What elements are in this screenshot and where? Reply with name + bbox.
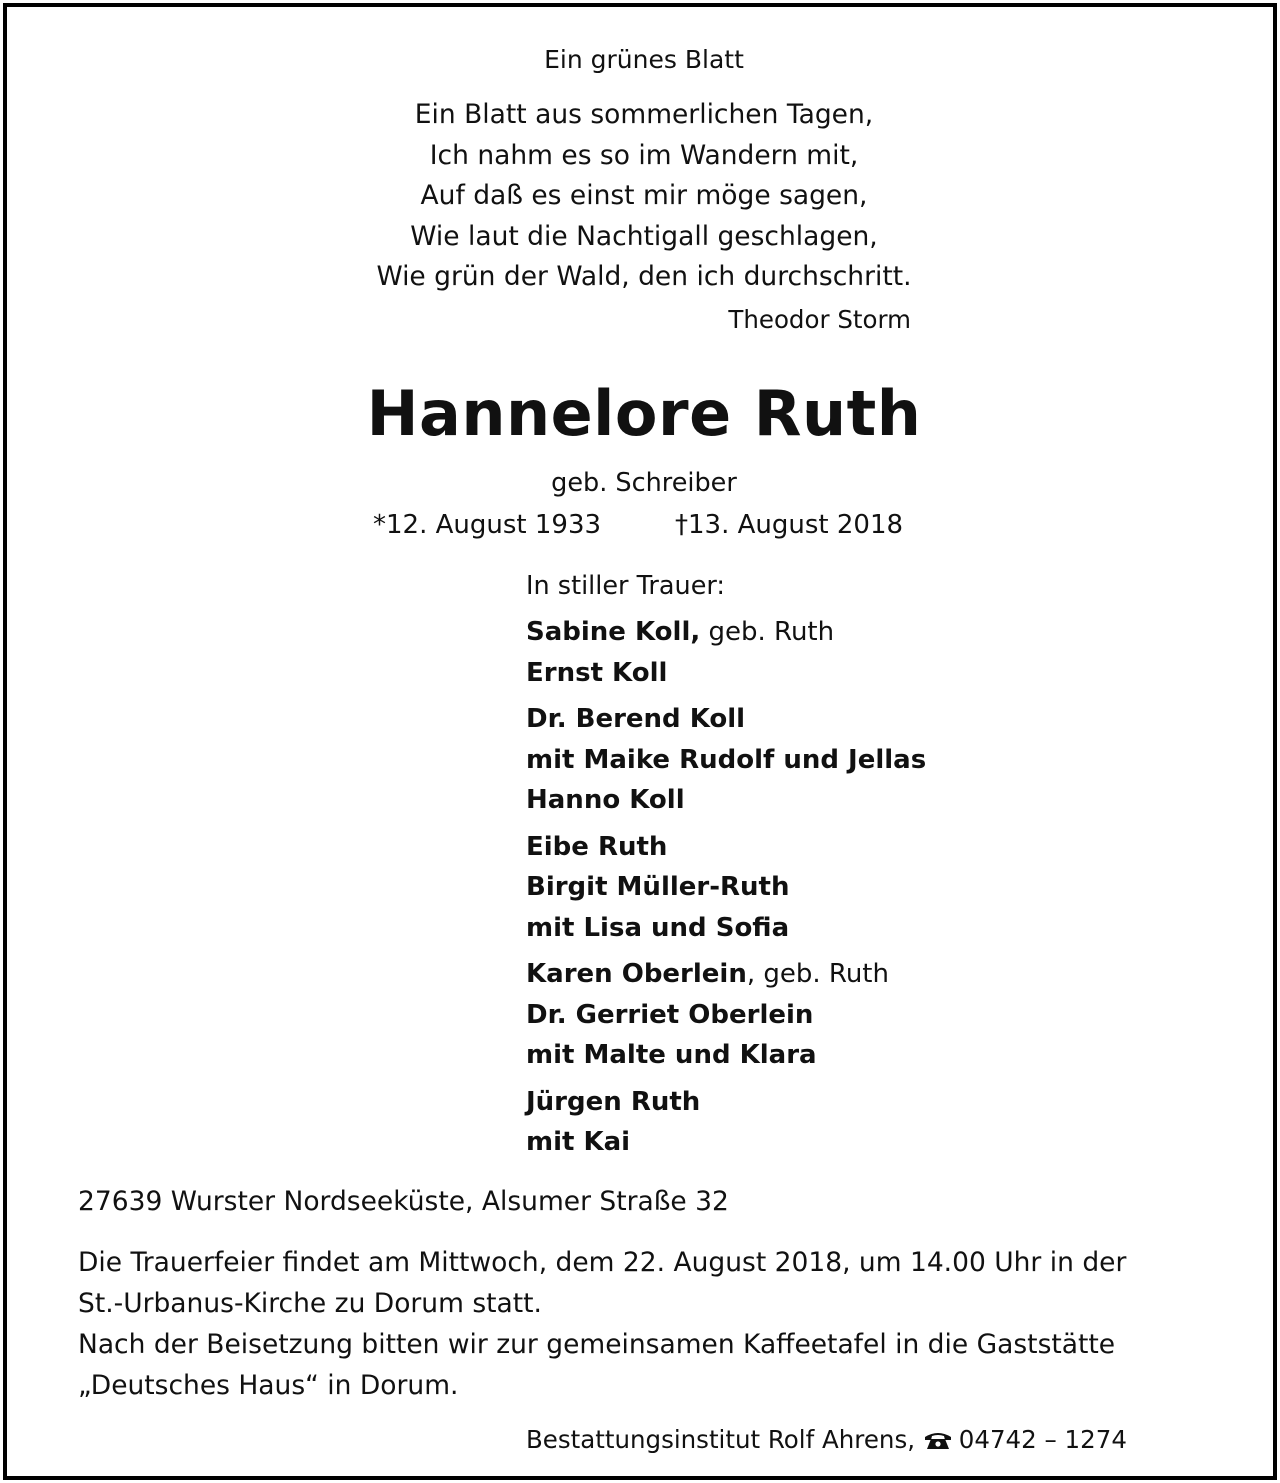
poem-line: Ich nahm es so im Wandern mit, bbox=[429, 139, 859, 171]
death-date: †13. August 2018 bbox=[675, 510, 904, 540]
poem-title: Ein grünes Blatt bbox=[544, 45, 744, 74]
poem-line: Auf daß es einst mir möge sagen, bbox=[420, 180, 868, 211]
maiden-name: geb. Schreiber bbox=[551, 468, 737, 498]
undertaker-line bbox=[526, 1422, 1127, 1458]
mourner-group bbox=[526, 699, 926, 821]
mourner-name: Jürgen Ruth bbox=[526, 1086, 701, 1117]
mourner-note: geb. Ruth bbox=[700, 617, 835, 647]
poem-line: Wie grün der Wald, den ich durchschritt. bbox=[376, 261, 912, 292]
mourner-line bbox=[526, 612, 926, 653]
poem-author: Theodor Storm bbox=[728, 305, 911, 334]
mourner-line bbox=[526, 867, 926, 908]
mourner-group bbox=[526, 954, 926, 1076]
mourner-group bbox=[526, 1082, 926, 1163]
mourner-name: mit Lisa und Sofia bbox=[526, 912, 790, 943]
poem-line: Wie laut die Nachtigall geschlagen, bbox=[410, 220, 878, 252]
mourner-line bbox=[526, 1035, 926, 1076]
mourners-label: In stiller Trauer: bbox=[526, 571, 726, 601]
mourner-name: mit Kai bbox=[526, 1127, 631, 1157]
mourner-name: Dr. Berend Koll bbox=[526, 704, 746, 734]
service-details bbox=[78, 1242, 1126, 1406]
mourner-name: Sabine Koll, bbox=[526, 617, 701, 647]
mourner-line bbox=[526, 780, 926, 821]
mourner-group bbox=[526, 827, 926, 949]
mourner-name: Ernst Koll bbox=[526, 657, 668, 688]
mourner-name: Dr. Gerriet Oberlein bbox=[526, 999, 814, 1030]
mourner-line bbox=[526, 653, 926, 694]
service-line: Die Trauerfeier findet am Mittwoch, dem 22. August 2018, um 14.00 Uhr in der bbox=[78, 1247, 1127, 1278]
mourner-name: Eibe Ruth bbox=[526, 831, 668, 862]
mourner-line bbox=[526, 1082, 926, 1123]
mourner-line bbox=[526, 1122, 926, 1163]
mourners-list bbox=[526, 612, 926, 1169]
deceased-name: Hannelore Ruth bbox=[366, 377, 922, 450]
telephone-icon bbox=[923, 1424, 953, 1444]
mourner-line bbox=[526, 954, 926, 995]
mourner-name: Birgit Müller-Ruth bbox=[526, 872, 790, 902]
mourner-name: Hanno Koll bbox=[526, 785, 685, 815]
mourner-name: mit Malte und Klara bbox=[526, 1040, 817, 1070]
mourner-line bbox=[526, 699, 926, 740]
undertaker-name: Bestattungsinstitut Rolf Ahrens, bbox=[526, 1425, 915, 1454]
birth-date: *12. August 1933 bbox=[373, 510, 602, 540]
mourner-line bbox=[526, 827, 926, 868]
mourner-line bbox=[526, 908, 926, 949]
service-line: Nach der Beisetzung bitten wir zur gemeinsamen Kaffeetafel in die Gaststätte bbox=[78, 1329, 1116, 1360]
mourner-line bbox=[526, 740, 926, 781]
service-line: St.-Urbanus-Kirche zu Dorum statt. bbox=[78, 1288, 542, 1319]
mourner-note: , geb. Ruth bbox=[746, 959, 889, 989]
poem-line: Ein Blatt aus sommerlichen Tagen, bbox=[414, 99, 874, 130]
service-line: „Deutsches Haus“ in Dorum. bbox=[78, 1370, 459, 1401]
obituary-notice bbox=[3, 3, 1277, 1480]
mourner-line bbox=[526, 995, 926, 1036]
poem bbox=[7, 95, 1280, 298]
mourner-name: mit Maike Rudolf und Jellas bbox=[526, 744, 927, 775]
mourner-group bbox=[526, 612, 926, 693]
undertaker-phone: 04742 – 1274 bbox=[958, 1425, 1127, 1454]
mourner-name: Karen Oberlein bbox=[526, 959, 747, 989]
family-address: 27639 Wurster Nordseeküste, Alsumer Straße 32 bbox=[78, 1186, 729, 1217]
